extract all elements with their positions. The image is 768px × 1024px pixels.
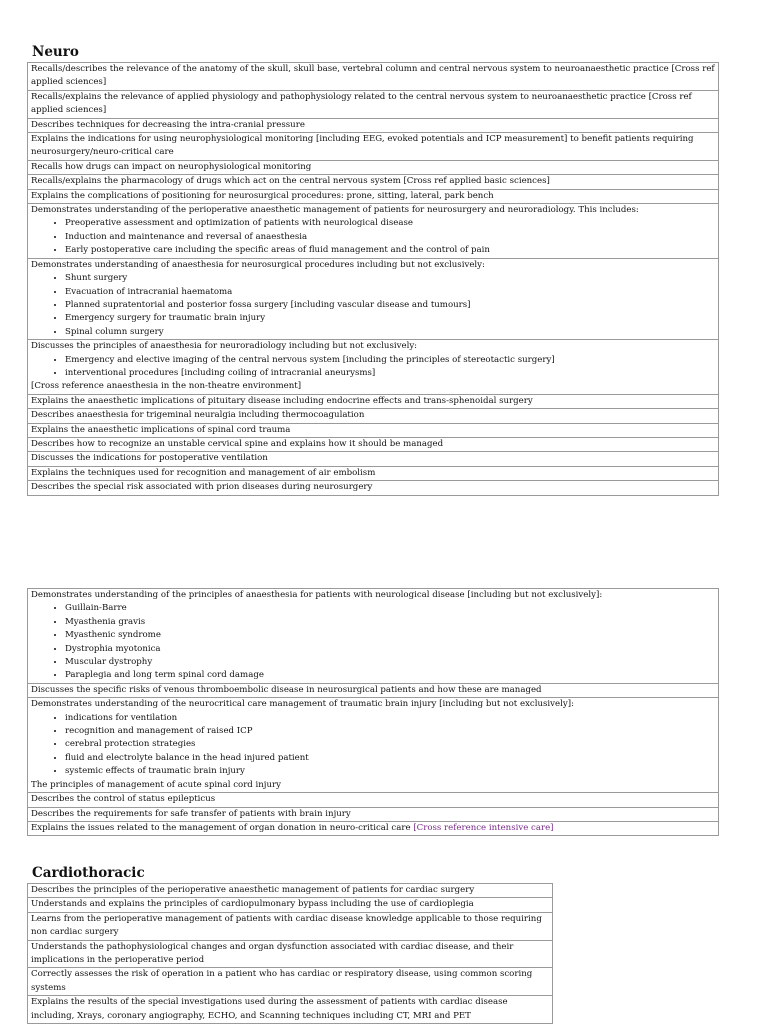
section-heading-neuro: Neuro — [32, 44, 79, 60]
table-cell — [28, 884, 553, 898]
bullet-item: • Emergency surgery for traumatic brain injury — [65, 312, 715, 325]
competency-text: Discusses the principles of anaesthesia for neuroradiology including but not exclusively: — [31, 341, 418, 352]
bullet-list — [31, 712, 715, 779]
table-row — [28, 821, 719, 835]
table-cell — [28, 90, 719, 118]
table-row — [28, 90, 719, 118]
table-cell — [28, 133, 719, 161]
trailing-text: The principles of management of acute spinal cord injury — [31, 779, 281, 790]
table-cell — [28, 481, 719, 495]
table-row — [28, 589, 719, 684]
table-row — [28, 423, 719, 437]
table-row — [28, 118, 719, 132]
table-row — [28, 793, 719, 807]
bullet-item: • Muscular dystrophy — [65, 656, 715, 669]
table-cell — [28, 996, 553, 1024]
table-row — [28, 912, 553, 940]
bullet-item: • recognition and management of raised ICP — [65, 725, 715, 738]
table-row — [28, 698, 719, 793]
competency-text: Recalls/describes the relevance of the anatomy of the skull, skull base, vertebral column and central nervous system to neuroanaesthetic practice [Cross ref applied sciences] — [31, 64, 715, 88]
table-cell — [28, 340, 719, 395]
table-cell — [28, 204, 719, 259]
bullet-item: • Myasthenic syndrome — [65, 629, 715, 642]
table-cell — [28, 683, 719, 697]
competency-text: Correctly assesses the risk of operation in a patient who has cardiac or respiratory disease, using common scoring systems — [31, 969, 533, 993]
cardiothoracic-table — [27, 883, 553, 1024]
competency-text: Describes the special risk associated with prion diseases during neurosurgery — [31, 482, 373, 493]
cross-reference: [Cross reference intensive care] — [413, 822, 554, 833]
table-cell — [28, 394, 719, 408]
table-row — [28, 340, 719, 395]
table-cell — [28, 807, 719, 821]
bullet-item: • Spinal column surgery — [65, 326, 715, 339]
table-cell — [28, 160, 719, 174]
competency-text: Recalls/explains the pharmacology of drugs which act on the central nervous system [Cross ref applied basic sciences] — [31, 176, 550, 187]
trailing-text: [Cross reference anaesthesia in the non-theatre environment] — [31, 381, 302, 392]
table-row — [28, 898, 553, 912]
bullet-item: • interventional procedures [including coiling of intracranial aneurysms] — [65, 367, 715, 380]
competency-text: Demonstrates understanding of anaesthesia for neurosurgical procedures including but not exclusively: — [31, 259, 485, 270]
competency-text: Discusses the specific risks of venous thromboembolic disease in neurosurgical patients and how these are managed — [31, 684, 542, 695]
competency-text: Recalls how drugs can impact on neurophysiological monitoring — [31, 161, 312, 172]
bullet-item: • Preoperative assessment and optimization of patients with neurological disease — [65, 217, 715, 230]
table-row — [28, 807, 719, 821]
bullet-item: • fluid and electrolyte balance in the head injured patient — [65, 752, 715, 765]
table-row — [28, 683, 719, 697]
table-row — [28, 466, 719, 480]
competency-text: Demonstrates understanding of the neurocritical care management of traumatic brain injury [including but not exclusively]: — [31, 699, 574, 710]
table-row — [28, 437, 719, 451]
competency-text: Explains the issues related to the management of organ donation in neuro-critical care — [31, 822, 411, 833]
bullet-item: • Emergency and elective imaging of the central nervous system [including the principles of stereotactic surgery] — [65, 354, 715, 367]
competency-text: Learns from the perioperative management of patients with cardiac disease knowledge applicable to those requiring non cardiac surgery — [31, 913, 542, 938]
competency-text: Describes the control of status epilepticus — [31, 794, 216, 805]
competency-text: Describes how to recognize an unstable cervical spine and explains how it should be managed — [31, 438, 444, 449]
competency-text: Explains the complications of positioning for neurosurgical procedures: prone, sitting, lateral, park bench — [31, 190, 494, 201]
bullet-item: • Early postoperative care including the specific areas of fluid management and the control of pain — [65, 244, 715, 257]
table-cell — [28, 968, 553, 996]
table-row — [28, 884, 553, 898]
bullet-item: • Shunt surgery — [65, 272, 715, 285]
table-cell — [28, 821, 719, 835]
bullet-item: • Induction and maintenance and reversal of anaesthesia — [65, 231, 715, 244]
table-cell — [28, 175, 719, 189]
table-cell — [28, 940, 553, 968]
table-row — [28, 63, 719, 91]
table-row — [28, 189, 719, 203]
table-row — [28, 452, 719, 466]
competency-text: Describes the principles of the perioperative anaesthetic management of patients for cardiac surgery — [31, 885, 475, 895]
table-row — [28, 968, 553, 996]
table-row — [28, 394, 719, 408]
table-row — [28, 160, 719, 174]
table-row — [28, 258, 719, 339]
table-cell — [28, 698, 719, 793]
table-cell — [28, 189, 719, 203]
table-cell — [28, 589, 719, 684]
table-cell — [28, 63, 719, 91]
competency-text: Explains the results of the special investigations used during the assessment of patients with cardiac disease including, Xrays, coronary angiography, ECHO, and Scanning techniques including CT, MRI and PET — [31, 997, 508, 1021]
table-row — [28, 940, 553, 968]
table-cell — [28, 452, 719, 466]
table-cell — [28, 409, 719, 423]
competency-text: Understands the pathophysiological changes and organ dysfunction associated with cardiac disease, and their implications in the perioperative period — [31, 941, 514, 966]
competency-text: Describes anaesthesia for trigeminal neuralgia including thermocoagulation — [31, 410, 365, 421]
competency-text: Demonstrates understanding of the perioperative anaesthetic management of patients for neurosurgery and neuroradiology. This includes: — [31, 205, 639, 216]
competency-text: Describes techniques for decreasing the intra-cranial pressure — [31, 119, 305, 130]
bullet-list — [31, 217, 715, 257]
section-heading-cardiothoracic: Cardiothoracic — [32, 865, 145, 881]
table-row — [28, 175, 719, 189]
bullet-item: • Dystrophia myotonica — [65, 643, 715, 656]
table-cell — [28, 466, 719, 480]
bullet-item: • Guillain-Barre — [65, 602, 715, 615]
bullet-item: • Planned supratentorial and posterior fossa surgery [including vascular disease and tumours] — [65, 299, 715, 312]
competency-text: Discusses the indications for postoperative ventilation — [31, 453, 268, 464]
competency-text: Recalls/explains the relevance of applied physiology and pathophysiology related to the central nervous system to neuroanaesthetic practice [Cross ref applied sciences] — [31, 91, 692, 116]
table-cell — [28, 793, 719, 807]
bullet-item: • Myasthenia gravis — [65, 616, 715, 629]
table-row — [28, 996, 553, 1024]
table-cell — [28, 118, 719, 132]
bullet-list — [31, 354, 715, 381]
table-cell — [28, 898, 553, 912]
competency-text: Demonstrates understanding of the principles of anaesthesia for patients with neurological disease [including but not exclusively]: — [31, 590, 603, 600]
bullet-item: • Evacuation of intracranial haematoma — [65, 286, 715, 299]
table-row — [28, 481, 719, 495]
competency-text: Explains the anaesthetic implications of pituitary disease including endocrine effects and trans-sphenoidal surgery — [31, 395, 533, 406]
table-row — [28, 409, 719, 423]
competency-text: Describes the requirements for safe transfer of patients with brain injury — [31, 808, 351, 819]
table-cell — [28, 912, 553, 940]
table-cell — [28, 437, 719, 451]
competency-text: Explains the indications for using neurophysiological monitoring [including EEG, evoked potentials and ICP measurement] to benefit patients requiring neurosurgery/neuro-critical care — [31, 134, 694, 158]
bullet-item: • systemic effects of traumatic brain injury — [65, 765, 715, 778]
neuro-table-1 — [27, 62, 719, 496]
table-cell — [28, 423, 719, 437]
competency-text: Explains the techniques used for recognition and management of air embolism — [31, 467, 376, 478]
table-row — [28, 133, 719, 161]
bullet-list — [31, 272, 715, 339]
bullet-list — [31, 602, 715, 682]
neuro-table-2 — [27, 588, 719, 836]
competency-text: Understands and explains the principles of cardiopulmonary bypass including the use of cardioplegia — [31, 899, 474, 910]
table-row — [28, 204, 719, 259]
table-cell — [28, 258, 719, 339]
bullet-item: • cerebral protection strategies — [65, 738, 715, 751]
bullet-item: • Paraplegia and long term spinal cord damage — [65, 669, 715, 682]
bullet-item: • indications for ventilation — [65, 712, 715, 725]
competency-text: Explains the anaesthetic implications of spinal cord trauma — [31, 424, 291, 435]
